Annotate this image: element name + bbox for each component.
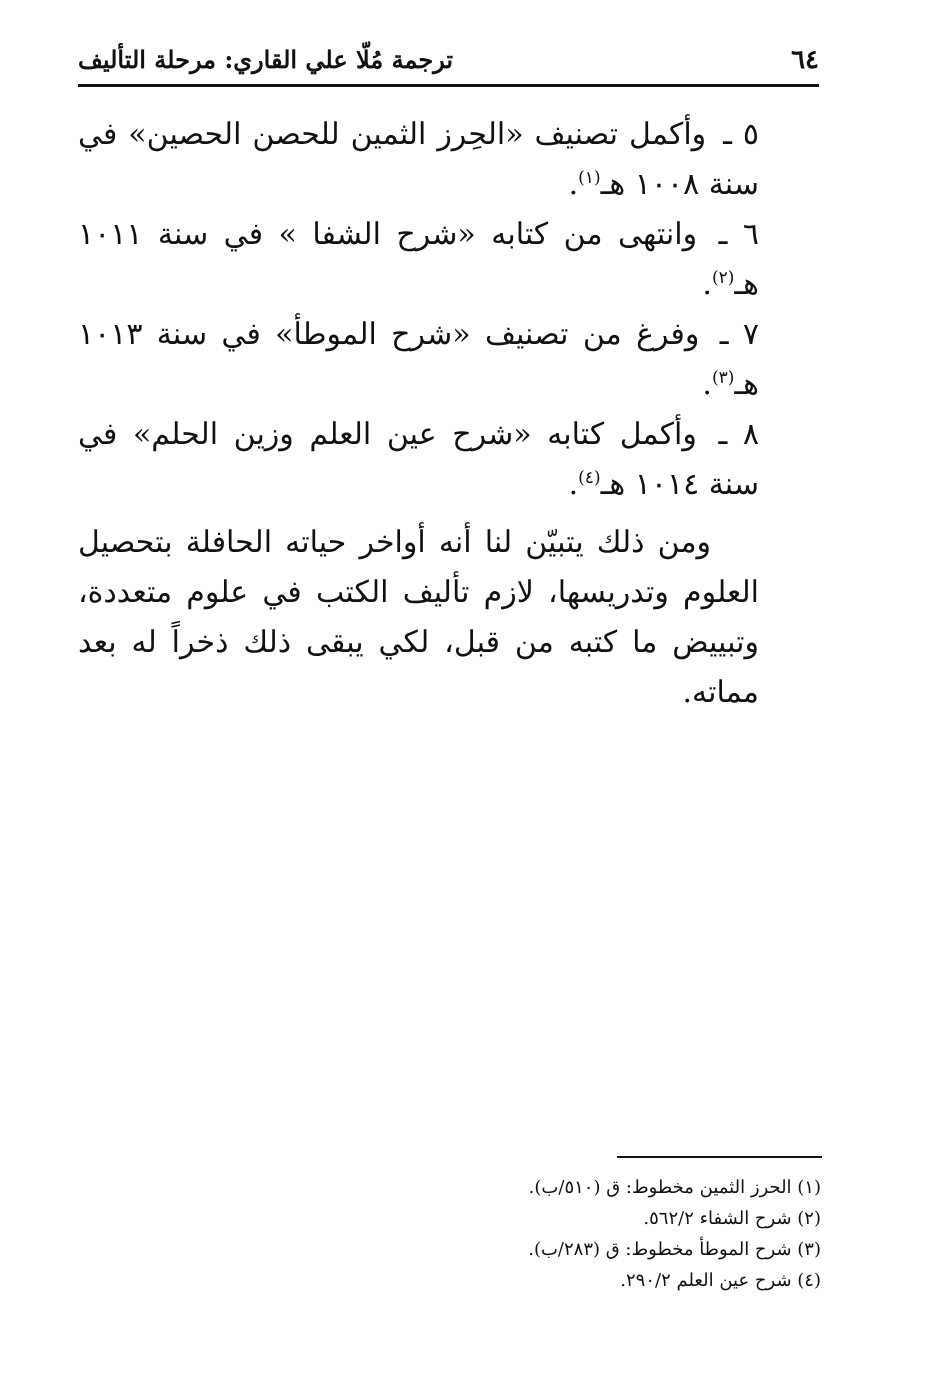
list-item [78, 410, 759, 510]
running-head-title: ترجمة مُلّا علي القاري: مرحلة التأليف [78, 45, 454, 74]
item-end: . [568, 167, 579, 202]
item-text: وأكمل تصنيف «الحِرز الثمين للحصن الحصين» في سنة ١٠٠٨ هـ [78, 117, 759, 202]
footnote-reference: (٤) [578, 468, 601, 488]
item-text: وفرغ من تصنيف «شرح الموطأ» في سنة ١٠١٣ هـ [78, 317, 759, 402]
running-head [78, 40, 819, 80]
footnote-reference: (٣) [711, 368, 735, 388]
list-item [78, 310, 759, 410]
item-number: ٥ ـ [723, 117, 759, 152]
footnote-rule [617, 1156, 822, 1158]
footnote: (٤) شرح عين العلم ٢٩٠/٢. [620, 1270, 821, 1291]
list-item [78, 210, 759, 310]
footnote: (١) الحرز الثمين مخطوط: ق (٥١٠/ب). [528, 1177, 821, 1198]
footnote: (٢) شرح الشفاء ٥٦٢/٢. [643, 1208, 821, 1229]
footnote-reference: (١) [578, 168, 601, 188]
item-end: . [702, 367, 712, 402]
item-number: ٦ ـ [718, 217, 759, 252]
body-paragraph: ومن ذلك يتبيّن لنا أنه أواخر حياته الحافلة بتحصيل العلوم وتدريسها، لازم تأليف الكتب في علوم متعددة، وتبييض ما كتبه من قبل، لكي يبقى ذلك ذخراً له بعد مماته. [78, 525, 759, 710]
item-end: . [568, 467, 579, 502]
page-number: ٦٤ [791, 45, 819, 75]
item-number: ٧ ـ [719, 317, 760, 352]
item-text: وأكمل كتابه «شرح عين العلم وزين الحلم» في سنة ١٠١٤ هـ [78, 417, 759, 502]
footnotes [321, 1172, 821, 1296]
main-text [78, 110, 759, 718]
item-number: ٨ ـ [718, 417, 759, 452]
item-end: . [702, 267, 712, 302]
list-item [78, 110, 759, 210]
footnote: (٣) شرح الموطأ مخطوط: ق (٢٨٣/ب). [528, 1239, 821, 1260]
footnote-reference: (٢) [711, 268, 735, 288]
item-text: وانتهى من كتابه «شرح الشفا » في سنة ١٠١١ هـ [78, 217, 759, 302]
header-rule [78, 84, 819, 87]
